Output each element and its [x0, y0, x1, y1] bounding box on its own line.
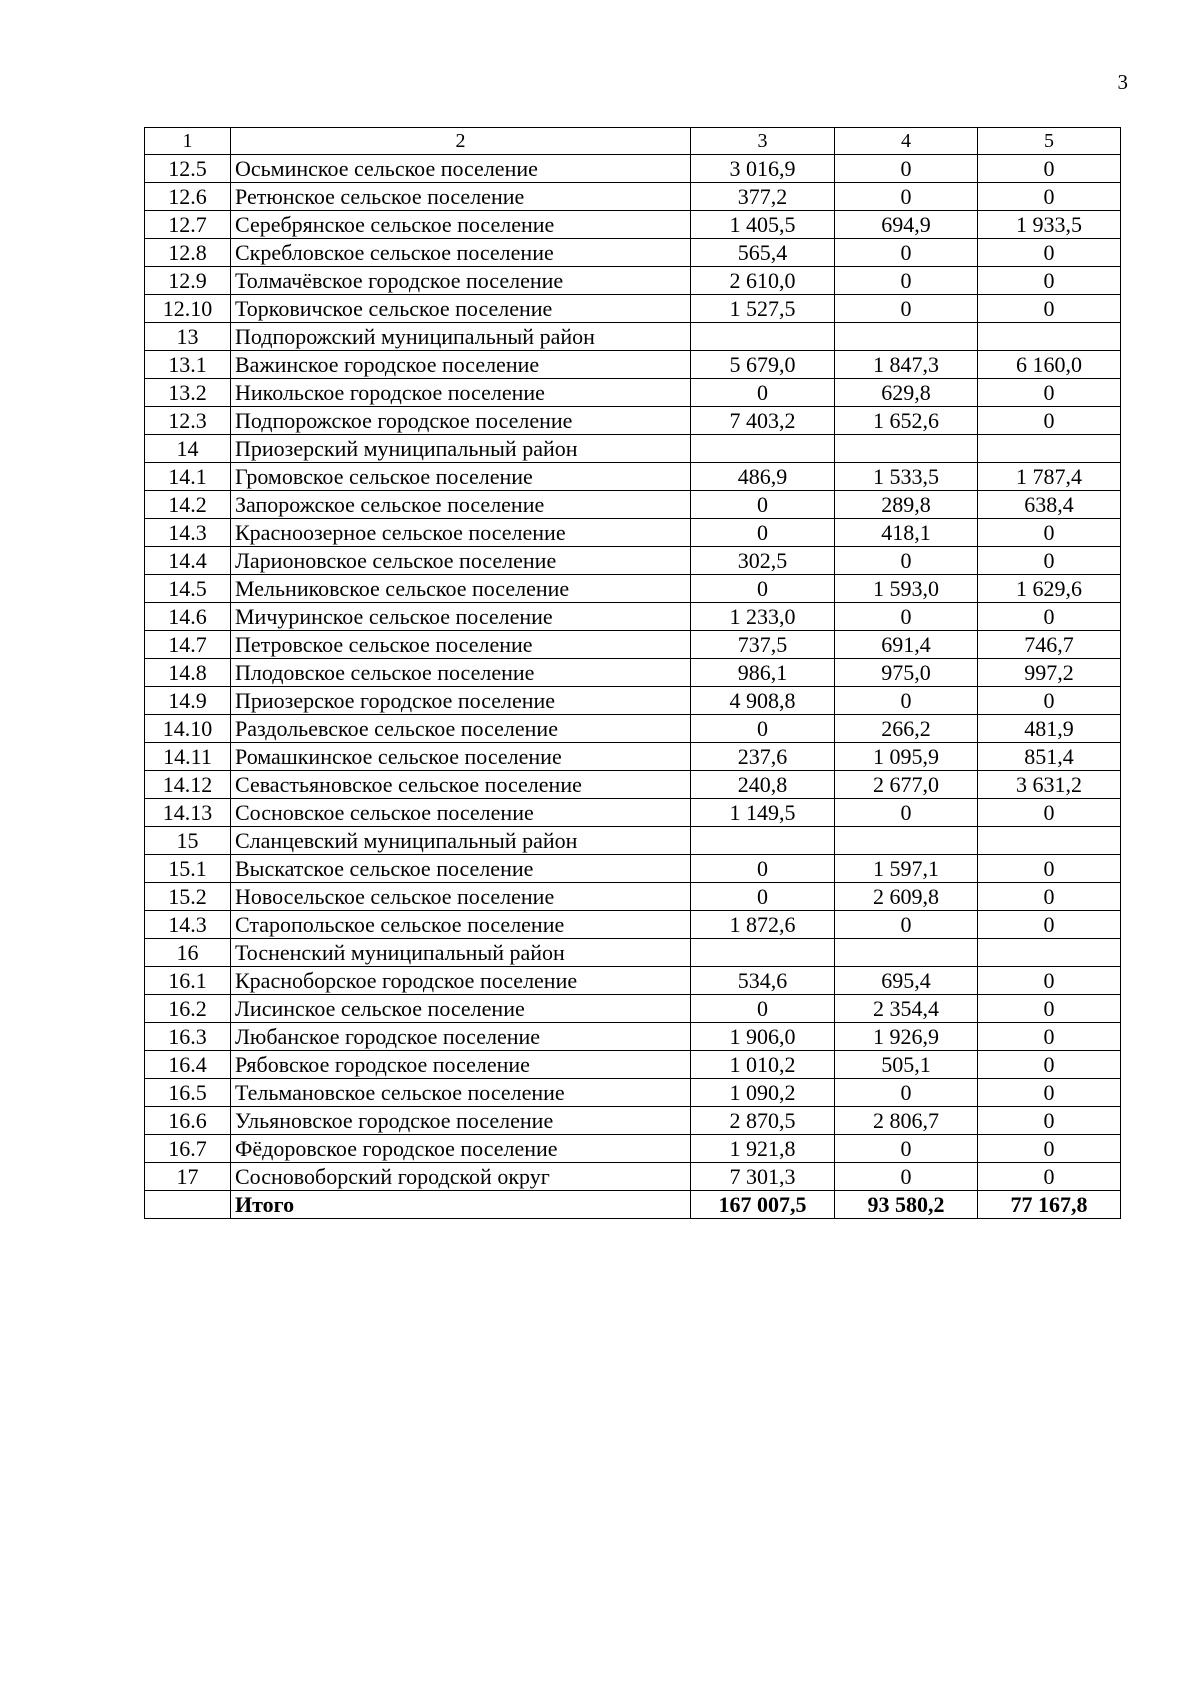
- row-number-cell: 14.1: [145, 463, 231, 491]
- row-number-cell: 16.4: [145, 1051, 231, 1079]
- value-cell-col4: 2 806,7: [835, 1107, 978, 1135]
- table-row: [145, 1023, 1121, 1051]
- value-cell-col3: 565,4: [691, 239, 835, 267]
- value-cell-col4: [835, 435, 978, 463]
- settlement-name-cell: Ромашкинское сельское поселение: [231, 743, 691, 771]
- row-number-cell: 16.2: [145, 995, 231, 1023]
- table-row: [145, 183, 1121, 211]
- value-cell-col4: 1 847,3: [835, 351, 978, 379]
- row-number-cell: 15.2: [145, 883, 231, 911]
- value-cell-col4: 1 652,6: [835, 407, 978, 435]
- value-cell-col3: 1 405,5: [691, 211, 835, 239]
- settlement-name-cell: Ульяновское городское поселение: [231, 1107, 691, 1135]
- value-cell-col4: 975,0: [835, 659, 978, 687]
- value-cell-col3: 7 301,3: [691, 1163, 835, 1191]
- value-cell-col3: 1 233,0: [691, 603, 835, 631]
- table-header-row: [145, 128, 1121, 155]
- settlement-name-cell: Ретюнское сельское поселение: [231, 183, 691, 211]
- row-number-cell: 14.4: [145, 547, 231, 575]
- row-number-cell: 12.5: [145, 155, 231, 183]
- row-number-cell: 16.6: [145, 1107, 231, 1135]
- value-cell-col4: 418,1: [835, 519, 978, 547]
- table-row: [145, 967, 1121, 995]
- value-cell-col3: 1 149,5: [691, 799, 835, 827]
- value-cell-col3: [691, 435, 835, 463]
- settlement-name-cell: Тельмановское сельское поселение: [231, 1079, 691, 1107]
- table-body: [145, 128, 1121, 1219]
- settlement-name-cell: Никольское городское поселение: [231, 379, 691, 407]
- value-cell-col5: [978, 435, 1121, 463]
- table-row: [145, 211, 1121, 239]
- table-row: [145, 743, 1121, 771]
- table-row: [145, 519, 1121, 547]
- row-number-cell: 16: [145, 939, 231, 967]
- value-cell-col3: 737,5: [691, 631, 835, 659]
- row-number-cell: 12.10: [145, 295, 231, 323]
- table-row: [145, 239, 1121, 267]
- row-number-cell: 14.3: [145, 519, 231, 547]
- row-number-cell: 14.2: [145, 491, 231, 519]
- row-number-cell: 14.10: [145, 715, 231, 743]
- value-cell-col4: 1 095,9: [835, 743, 978, 771]
- row-number-cell: 16.7: [145, 1135, 231, 1163]
- value-cell-col5: 6 160,0: [978, 351, 1121, 379]
- value-cell-col3: 302,5: [691, 547, 835, 575]
- table-row: [145, 659, 1121, 687]
- row-number-cell: 16.3: [145, 1023, 231, 1051]
- value-cell-col5: 3 631,2: [978, 771, 1121, 799]
- value-cell-col4: 691,4: [835, 631, 978, 659]
- value-cell-col5: 0: [978, 687, 1121, 715]
- value-cell-col5: 0: [978, 239, 1121, 267]
- row-number-cell: 14.3: [145, 911, 231, 939]
- header-cell-3: 3: [691, 128, 835, 155]
- value-cell-col3: 237,6: [691, 743, 835, 771]
- table-row: [145, 631, 1121, 659]
- table-row: [145, 295, 1121, 323]
- table-row: [145, 155, 1121, 183]
- table-row: [145, 323, 1121, 351]
- value-cell-col4: 2 354,4: [835, 995, 978, 1023]
- settlement-name-cell: Ларионовское сельское поселение: [231, 547, 691, 575]
- settlement-name-cell: Осьминское сельское поселение: [231, 155, 691, 183]
- row-number-cell: 12.8: [145, 239, 231, 267]
- table-row: [145, 911, 1121, 939]
- table-row: [145, 1135, 1121, 1163]
- row-number-cell: 16.1: [145, 967, 231, 995]
- value-cell-col5: 0: [978, 911, 1121, 939]
- value-cell-col4: 1 926,9: [835, 1023, 978, 1051]
- settlement-name-cell: Торковичское сельское поселение: [231, 295, 691, 323]
- row-number-cell: 15: [145, 827, 231, 855]
- value-cell-col4: [835, 939, 978, 967]
- total-value-col4: 93 580,2: [835, 1191, 978, 1219]
- row-number-cell: 14.8: [145, 659, 231, 687]
- value-cell-col5: 851,4: [978, 743, 1121, 771]
- row-number-cell: 16.5: [145, 1079, 231, 1107]
- value-cell-col4: 2 609,8: [835, 883, 978, 911]
- table-row: [145, 435, 1121, 463]
- value-cell-col4: 2 677,0: [835, 771, 978, 799]
- table-row: [145, 575, 1121, 603]
- row-number-cell: 14.11: [145, 743, 231, 771]
- settlement-name-cell: Приозерское городское поселение: [231, 687, 691, 715]
- settlement-name-cell: Тосненский муниципальный район: [231, 939, 691, 967]
- value-cell-col3: 534,6: [691, 967, 835, 995]
- value-cell-col5: 0: [978, 1135, 1121, 1163]
- table-row: [145, 1163, 1121, 1191]
- row-number-cell: 13: [145, 323, 231, 351]
- value-cell-col4: 266,2: [835, 715, 978, 743]
- value-cell-col5: 0: [978, 155, 1121, 183]
- value-cell-col4: 0: [835, 547, 978, 575]
- row-number-cell: 14: [145, 435, 231, 463]
- value-cell-col3: 2 870,5: [691, 1107, 835, 1135]
- row-number-cell: 14.9: [145, 687, 231, 715]
- value-cell-col4: 694,9: [835, 211, 978, 239]
- table-row: [145, 547, 1121, 575]
- table-row: [145, 463, 1121, 491]
- value-cell-col5: 0: [978, 295, 1121, 323]
- value-cell-col3: 0: [691, 519, 835, 547]
- settlement-name-cell: Сосновоборский городской округ: [231, 1163, 691, 1191]
- value-cell-col3: 0: [691, 575, 835, 603]
- table-row: [145, 491, 1121, 519]
- value-cell-col4: 1 593,0: [835, 575, 978, 603]
- value-cell-col4: 0: [835, 1163, 978, 1191]
- settlement-name-cell: Фёдоровское городское поселение: [231, 1135, 691, 1163]
- value-cell-col4: 0: [835, 239, 978, 267]
- settlement-name-cell: Сланцевский муниципальный район: [231, 827, 691, 855]
- value-cell-col5: 0: [978, 967, 1121, 995]
- value-cell-col3: 0: [691, 855, 835, 883]
- value-cell-col3: 1 090,2: [691, 1079, 835, 1107]
- value-cell-col3: 7 403,2: [691, 407, 835, 435]
- value-cell-col5: 0: [978, 519, 1121, 547]
- value-cell-col4: 0: [835, 603, 978, 631]
- table-row: [145, 827, 1121, 855]
- settlement-name-cell: Севастьяновское сельское поселение: [231, 771, 691, 799]
- value-cell-col4: 0: [835, 295, 978, 323]
- value-cell-col5: 1 629,6: [978, 575, 1121, 603]
- value-cell-col4: 0: [835, 687, 978, 715]
- settlement-name-cell: Важинское городское поселение: [231, 351, 691, 379]
- value-cell-col4: 1 533,5: [835, 463, 978, 491]
- settlement-name-cell: Приозерский муниципальный район: [231, 435, 691, 463]
- value-cell-col4: 505,1: [835, 1051, 978, 1079]
- settlement-name-cell: Красноборское городское поселение: [231, 967, 691, 995]
- settlement-name-cell: Старопольское сельское поселение: [231, 911, 691, 939]
- header-cell-2: 2: [231, 128, 691, 155]
- settlement-name-cell: Подпорожское городское поселение: [231, 407, 691, 435]
- value-cell-col3: 0: [691, 883, 835, 911]
- value-cell-col5: [978, 939, 1121, 967]
- value-cell-col4: 289,8: [835, 491, 978, 519]
- table-row: [145, 771, 1121, 799]
- value-cell-col3: [691, 939, 835, 967]
- table-row: [145, 883, 1121, 911]
- value-cell-col3: 1 872,6: [691, 911, 835, 939]
- value-cell-col5: 0: [978, 267, 1121, 295]
- value-cell-col5: 638,4: [978, 491, 1121, 519]
- value-cell-col3: 1 906,0: [691, 1023, 835, 1051]
- table-row: [145, 1079, 1121, 1107]
- row-number-cell: 12.6: [145, 183, 231, 211]
- value-cell-col3: 0: [691, 995, 835, 1023]
- page-number: 3: [1117, 70, 1128, 94]
- value-cell-col3: 5 679,0: [691, 351, 835, 379]
- row-number-cell: 14.5: [145, 575, 231, 603]
- settlement-name-cell: Сосновское сельское поселение: [231, 799, 691, 827]
- row-number-cell: 12.9: [145, 267, 231, 295]
- total-number-cell: [145, 1191, 231, 1219]
- value-cell-col3: 0: [691, 491, 835, 519]
- table-row: [145, 715, 1121, 743]
- value-cell-col3: 377,2: [691, 183, 835, 211]
- settlement-name-cell: Плодовское сельское поселение: [231, 659, 691, 687]
- value-cell-col4: [835, 827, 978, 855]
- row-number-cell: 13.2: [145, 379, 231, 407]
- value-cell-col5: 1 787,4: [978, 463, 1121, 491]
- value-cell-col4: 1 597,1: [835, 855, 978, 883]
- value-cell-col5: 0: [978, 379, 1121, 407]
- value-cell-col4: 0: [835, 155, 978, 183]
- table-row: [145, 1051, 1121, 1079]
- settlement-name-cell: Раздольевское сельское поселение: [231, 715, 691, 743]
- value-cell-col5: 0: [978, 1163, 1121, 1191]
- value-cell-col4: 0: [835, 267, 978, 295]
- settlement-name-cell: Рябовское городское поселение: [231, 1051, 691, 1079]
- row-number-cell: 13.1: [145, 351, 231, 379]
- value-cell-col5: 481,9: [978, 715, 1121, 743]
- value-cell-col4: 0: [835, 911, 978, 939]
- header-cell-1: 1: [145, 128, 231, 155]
- value-cell-col5: 0: [978, 855, 1121, 883]
- value-cell-col3: 3 016,9: [691, 155, 835, 183]
- table-row: [145, 407, 1121, 435]
- budget-table: [144, 127, 1121, 1219]
- value-cell-col5: [978, 323, 1121, 351]
- value-cell-col5: 0: [978, 1107, 1121, 1135]
- value-cell-col4: [835, 323, 978, 351]
- settlement-name-cell: Мичуринское сельское поселение: [231, 603, 691, 631]
- value-cell-col3: 4 908,8: [691, 687, 835, 715]
- value-cell-col3: 2 610,0: [691, 267, 835, 295]
- settlement-name-cell: Мельниковское сельское поселение: [231, 575, 691, 603]
- value-cell-col5: 0: [978, 1051, 1121, 1079]
- row-number-cell: 14.6: [145, 603, 231, 631]
- total-row: [145, 1191, 1121, 1219]
- value-cell-col3: 0: [691, 715, 835, 743]
- value-cell-col5: 0: [978, 995, 1121, 1023]
- value-cell-col3: 486,9: [691, 463, 835, 491]
- table-row: [145, 939, 1121, 967]
- settlement-name-cell: Подпорожский муниципальный район: [231, 323, 691, 351]
- value-cell-col5: 0: [978, 883, 1121, 911]
- row-number-cell: 14.13: [145, 799, 231, 827]
- row-number-cell: 15.1: [145, 855, 231, 883]
- table-row: [145, 379, 1121, 407]
- table-row: [145, 1107, 1121, 1135]
- value-cell-col3: 240,8: [691, 771, 835, 799]
- row-number-cell: 14.12: [145, 771, 231, 799]
- value-cell-col4: 0: [835, 1135, 978, 1163]
- header-cell-4: 4: [835, 128, 978, 155]
- table-row: [145, 855, 1121, 883]
- value-cell-col5: 0: [978, 1079, 1121, 1107]
- value-cell-col5: 0: [978, 799, 1121, 827]
- settlement-name-cell: Громовское сельское поселение: [231, 463, 691, 491]
- value-cell-col4: 0: [835, 799, 978, 827]
- value-cell-col5: 0: [978, 603, 1121, 631]
- table-row: [145, 995, 1121, 1023]
- value-cell-col5: 1 933,5: [978, 211, 1121, 239]
- settlement-name-cell: Лисинское сельское поселение: [231, 995, 691, 1023]
- settlement-name-cell: Выскатское сельское поселение: [231, 855, 691, 883]
- settlement-name-cell: Любанское городское поселение: [231, 1023, 691, 1051]
- value-cell-col3: 1 010,2: [691, 1051, 835, 1079]
- value-cell-col4: 695,4: [835, 967, 978, 995]
- total-value-col5: 77 167,8: [978, 1191, 1121, 1219]
- value-cell-col3: 1 527,5: [691, 295, 835, 323]
- settlement-name-cell: Петровское сельское поселение: [231, 631, 691, 659]
- settlement-name-cell: Серебрянское сельское поселение: [231, 211, 691, 239]
- table-row: [145, 799, 1121, 827]
- value-cell-col5: 0: [978, 1023, 1121, 1051]
- table-row: [145, 351, 1121, 379]
- settlement-name-cell: Скребловское сельское поселение: [231, 239, 691, 267]
- value-cell-col3: 1 921,8: [691, 1135, 835, 1163]
- value-cell-col3: [691, 323, 835, 351]
- value-cell-col3: 986,1: [691, 659, 835, 687]
- value-cell-col4: 629,8: [835, 379, 978, 407]
- settlement-name-cell: Толмачёвское городское поселение: [231, 267, 691, 295]
- value-cell-col3: 0: [691, 379, 835, 407]
- value-cell-col5: 997,2: [978, 659, 1121, 687]
- total-label-cell: Итого: [231, 1191, 691, 1219]
- table-row: [145, 267, 1121, 295]
- value-cell-col5: [978, 827, 1121, 855]
- settlement-name-cell: Новосельское сельское поселение: [231, 883, 691, 911]
- settlement-name-cell: Запорожское сельское поселение: [231, 491, 691, 519]
- value-cell-col5: 0: [978, 547, 1121, 575]
- value-cell-col5: 0: [978, 183, 1121, 211]
- value-cell-col5: 0: [978, 407, 1121, 435]
- value-cell-col4: 0: [835, 1079, 978, 1107]
- table-row: [145, 603, 1121, 631]
- row-number-cell: 14.7: [145, 631, 231, 659]
- row-number-cell: 12.7: [145, 211, 231, 239]
- total-value-col3: 167 007,5: [691, 1191, 835, 1219]
- header-cell-5: 5: [978, 128, 1121, 155]
- table-row: [145, 687, 1121, 715]
- row-number-cell: 12.3: [145, 407, 231, 435]
- value-cell-col3: [691, 827, 835, 855]
- row-number-cell: 17: [145, 1163, 231, 1191]
- value-cell-col5: 746,7: [978, 631, 1121, 659]
- settlement-name-cell: Красноозерное сельское поселение: [231, 519, 691, 547]
- value-cell-col4: 0: [835, 183, 978, 211]
